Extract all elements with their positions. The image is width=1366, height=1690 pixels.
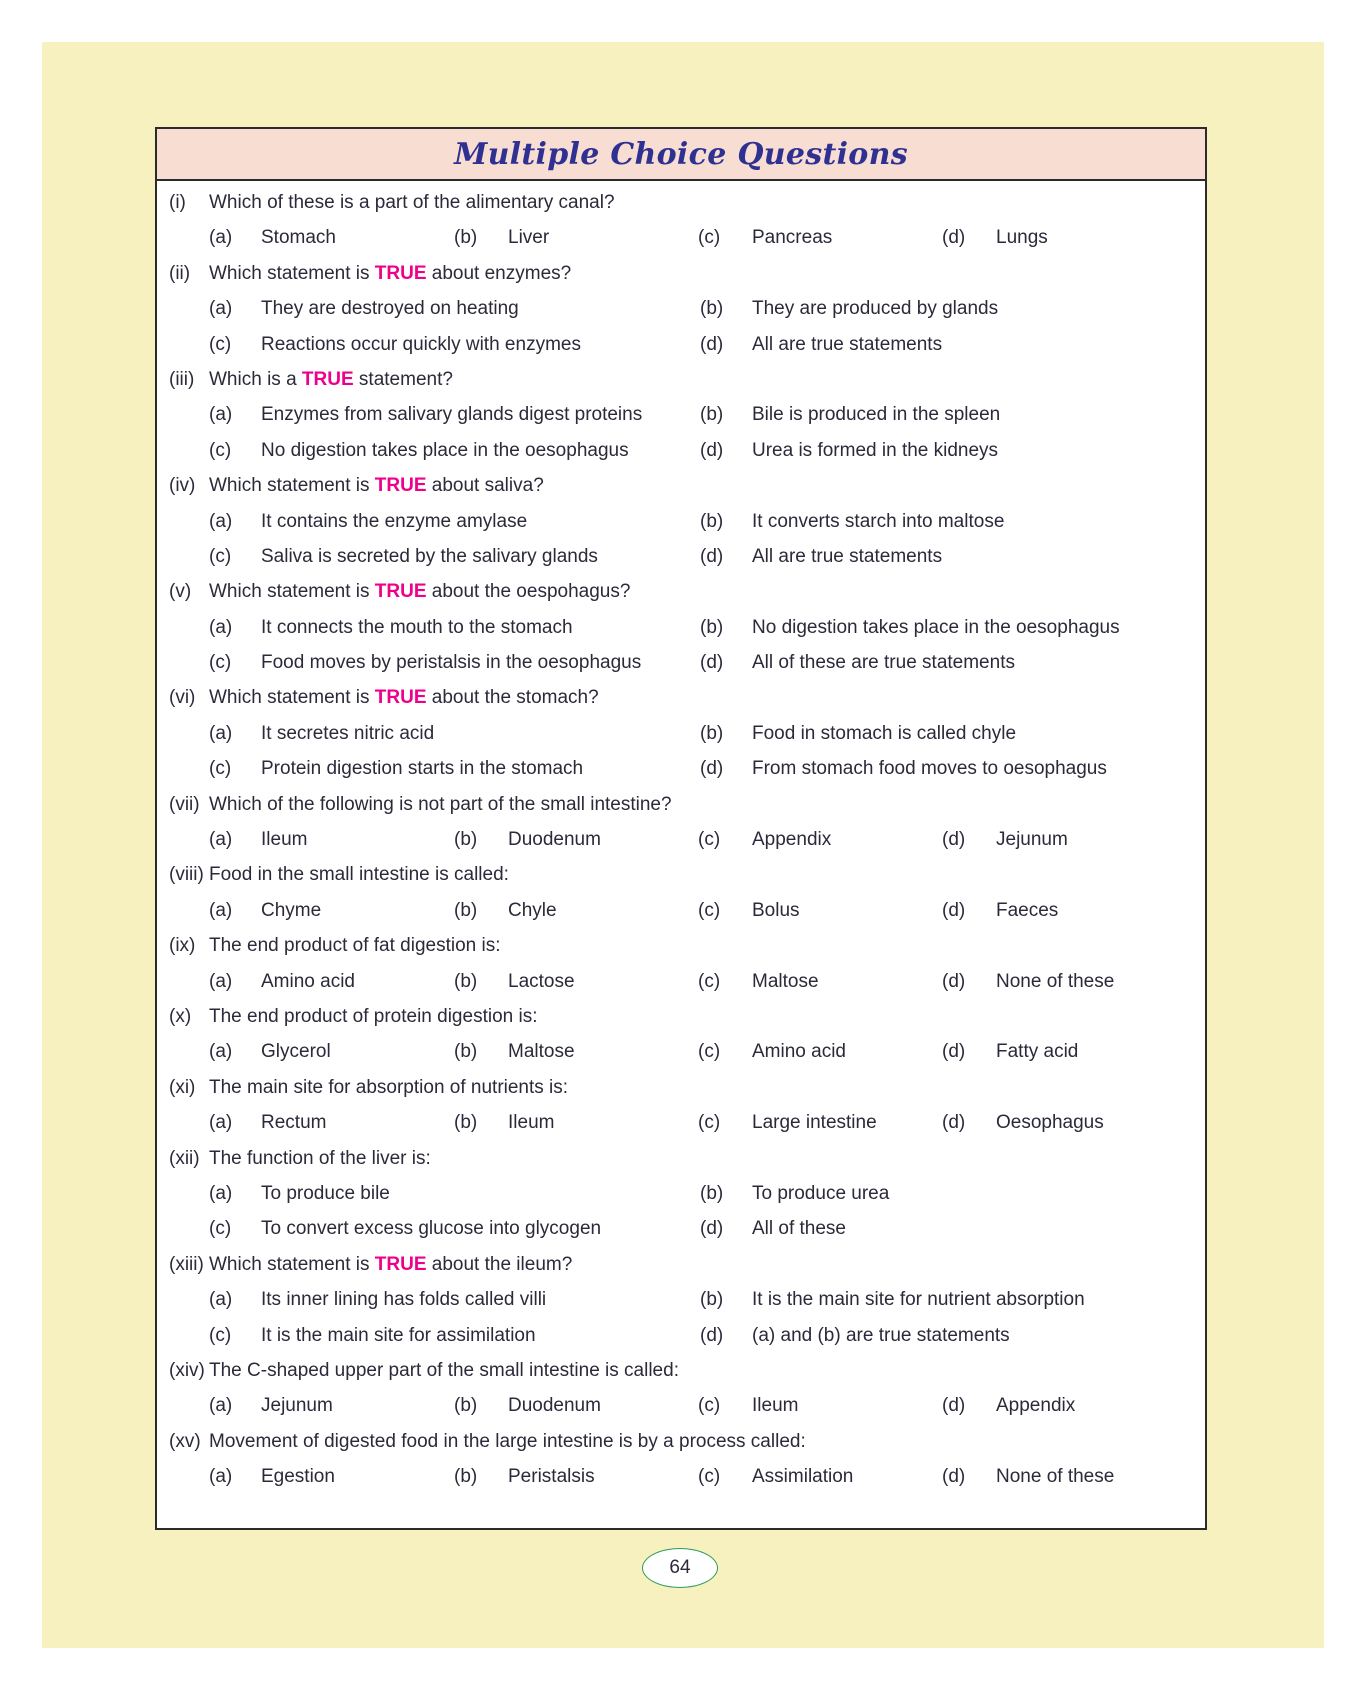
question-row bbox=[157, 185, 1205, 220]
question-text-part: Which statement is bbox=[209, 475, 375, 497]
question-text bbox=[209, 468, 544, 503]
option-letter: (c) bbox=[698, 1041, 721, 1063]
option-letter: (c) bbox=[209, 1218, 232, 1240]
option-text: Appendix bbox=[996, 1395, 1076, 1417]
question-number: (v) bbox=[169, 581, 192, 603]
option-letter: (b) bbox=[454, 227, 478, 249]
option-letter: (d) bbox=[942, 1466, 966, 1488]
question-row bbox=[157, 928, 1205, 963]
question-row bbox=[157, 1070, 1205, 1105]
option-letter: (a) bbox=[209, 970, 233, 992]
question-text-part: The C-shaped upper part of the small intestine is called: bbox=[209, 1359, 679, 1381]
option-letter: (c) bbox=[698, 829, 721, 851]
question-text-part: Movement of digested food in the large intestine is by a process called: bbox=[209, 1430, 806, 1452]
options-row bbox=[157, 751, 1205, 786]
options-row bbox=[157, 1176, 1205, 1211]
option-text: It connects the mouth to the stomach bbox=[261, 616, 573, 638]
option-text: None of these bbox=[996, 970, 1115, 992]
option-letter: (c) bbox=[209, 758, 232, 780]
question-row bbox=[157, 1141, 1205, 1176]
option-text: Fatty acid bbox=[996, 1041, 1079, 1063]
option-letter: (d) bbox=[942, 1395, 966, 1417]
question-text bbox=[209, 1141, 431, 1176]
option-text: It converts starch into maltose bbox=[752, 510, 1005, 532]
option-letter: (b) bbox=[454, 1112, 478, 1134]
option-letter: (b) bbox=[454, 970, 478, 992]
question-number: (vii) bbox=[169, 793, 200, 815]
option-text: Lactose bbox=[508, 970, 575, 992]
option-text: Urea is formed in the kidneys bbox=[752, 439, 999, 461]
options-row bbox=[157, 1105, 1205, 1140]
true-highlight: TRUE bbox=[301, 368, 354, 390]
option-text: Egestion bbox=[261, 1466, 335, 1488]
option-text: All of these are true statements bbox=[752, 652, 1015, 674]
option-letter: (b) bbox=[454, 1041, 478, 1063]
options-row bbox=[157, 327, 1205, 362]
page-title: Multiple Choice Questions bbox=[454, 136, 908, 172]
option-letter: (b) bbox=[700, 722, 724, 744]
question-text-part: Which is a bbox=[209, 368, 302, 390]
question-number: (iii) bbox=[169, 368, 195, 390]
question-text-part: Which statement is bbox=[209, 687, 375, 709]
question-number: (viii) bbox=[169, 864, 204, 886]
option-text: Bolus bbox=[752, 899, 800, 921]
option-letter: (d) bbox=[942, 970, 966, 992]
question-text bbox=[209, 256, 571, 291]
options-row bbox=[157, 1459, 1205, 1494]
mcq-header bbox=[157, 129, 1205, 181]
option-letter: (c) bbox=[698, 899, 721, 921]
question-text bbox=[209, 857, 509, 892]
option-text: None of these bbox=[996, 1466, 1115, 1488]
true-highlight: TRUE bbox=[374, 687, 427, 709]
option-letter: (c) bbox=[698, 1112, 721, 1134]
option-text: Saliva is secreted by the salivary glands bbox=[261, 545, 598, 567]
question-number: (i) bbox=[169, 192, 186, 213]
question-row bbox=[157, 1424, 1205, 1459]
option-letter: (a) bbox=[209, 829, 233, 851]
question-text-part: The function of the liver is: bbox=[209, 1147, 431, 1169]
options-row bbox=[157, 645, 1205, 680]
question-text bbox=[209, 1353, 679, 1388]
question-text-part: Which of the following is not part of the small intestine? bbox=[209, 793, 672, 815]
option-text: All are true statements bbox=[752, 545, 943, 567]
option-text: Liver bbox=[508, 227, 550, 249]
options-row bbox=[157, 716, 1205, 751]
option-text: (a) and (b) are true statements bbox=[752, 1324, 1010, 1346]
options-row bbox=[157, 504, 1205, 539]
option-text: From stomach food moves to oesophagus bbox=[752, 758, 1107, 780]
question-text-part: about the ileum? bbox=[426, 1253, 573, 1275]
option-text: To convert excess glucose into glycogen bbox=[261, 1218, 602, 1240]
option-text: Enzymes from salivary glands digest proteins bbox=[261, 404, 643, 426]
option-text: Ileum bbox=[752, 1395, 799, 1417]
option-letter: (c) bbox=[209, 333, 232, 355]
options-row bbox=[157, 397, 1205, 432]
option-letter: (a) bbox=[209, 1041, 233, 1063]
option-letter: (b) bbox=[700, 510, 724, 532]
option-letter: (b) bbox=[700, 298, 724, 320]
option-text: Rectum bbox=[261, 1112, 327, 1134]
option-letter: (b) bbox=[454, 899, 478, 921]
question-number: (xii) bbox=[169, 1147, 200, 1169]
option-text: Pancreas bbox=[752, 227, 833, 249]
question-text bbox=[209, 574, 630, 609]
option-letter: (d) bbox=[942, 829, 966, 851]
question-row bbox=[157, 787, 1205, 822]
question-text-part: The main site for absorption of nutrients is: bbox=[209, 1076, 569, 1098]
option-text: Food moves by peristalsis in the oesophagus bbox=[261, 652, 642, 674]
option-text: Bile is produced in the spleen bbox=[752, 404, 1001, 426]
options-row bbox=[157, 1388, 1205, 1423]
options-row bbox=[157, 291, 1205, 326]
question-row bbox=[157, 1353, 1205, 1388]
option-letter: (a) bbox=[209, 404, 233, 426]
option-text: To produce bile bbox=[261, 1182, 390, 1204]
question-text bbox=[209, 999, 537, 1034]
option-text: It secretes nitric acid bbox=[261, 722, 435, 744]
option-text: Chyme bbox=[261, 899, 322, 921]
options-row bbox=[157, 1318, 1205, 1353]
question-number: (xv) bbox=[169, 1430, 201, 1452]
option-text: Large intestine bbox=[752, 1112, 877, 1134]
option-letter: (b) bbox=[700, 1289, 724, 1311]
option-text: Maltose bbox=[508, 1041, 575, 1063]
option-letter: (a) bbox=[209, 1182, 233, 1204]
option-letter: (a) bbox=[209, 1289, 233, 1311]
option-text: Ileum bbox=[261, 829, 308, 851]
options-row bbox=[157, 433, 1205, 468]
question-text-part: about saliva? bbox=[426, 475, 544, 497]
option-letter: (a) bbox=[209, 1395, 233, 1417]
question-text-part: statement? bbox=[353, 368, 453, 390]
question-number: (x) bbox=[169, 1005, 192, 1027]
question-row bbox=[157, 999, 1205, 1034]
question-row bbox=[157, 574, 1205, 609]
question-number: (xiv) bbox=[169, 1359, 205, 1381]
option-letter: (a) bbox=[209, 1466, 233, 1488]
option-text: Chyle bbox=[508, 899, 557, 921]
option-letter: (a) bbox=[209, 616, 233, 638]
option-letter: (d) bbox=[942, 227, 966, 249]
question-row bbox=[157, 857, 1205, 892]
option-letter: (c) bbox=[698, 970, 721, 992]
option-text: Jejunum bbox=[996, 829, 1068, 851]
option-letter: (b) bbox=[700, 1182, 724, 1204]
option-text: All are true statements bbox=[752, 333, 943, 355]
question-row bbox=[157, 1247, 1205, 1282]
option-letter: (a) bbox=[209, 227, 233, 249]
question-text bbox=[209, 680, 599, 715]
option-text: Faeces bbox=[996, 899, 1059, 921]
question-text-part: about the stomach? bbox=[426, 687, 599, 709]
option-letter: (c) bbox=[209, 545, 232, 567]
option-letter: (d) bbox=[700, 758, 724, 780]
option-letter: (c) bbox=[698, 1466, 721, 1488]
options-row bbox=[157, 1282, 1205, 1317]
option-text: Amino acid bbox=[261, 970, 355, 992]
option-text: They are produced by glands bbox=[752, 298, 999, 320]
option-letter: (a) bbox=[209, 298, 233, 320]
option-text: To produce urea bbox=[752, 1182, 890, 1204]
option-letter: (d) bbox=[700, 333, 724, 355]
option-letter: (d) bbox=[700, 545, 724, 567]
options-row bbox=[157, 1034, 1205, 1069]
option-letter: (a) bbox=[209, 510, 233, 532]
option-letter: (d) bbox=[700, 1324, 724, 1346]
option-letter: (a) bbox=[209, 722, 233, 744]
question-row bbox=[157, 362, 1205, 397]
question-text-part: The end product of fat digestion is: bbox=[209, 935, 501, 957]
option-text: No digestion takes place in the oesophagus bbox=[261, 439, 629, 461]
option-letter: (b) bbox=[454, 1395, 478, 1417]
option-text: Stomach bbox=[261, 227, 336, 249]
option-text: Jejunum bbox=[261, 1395, 333, 1417]
option-letter: (d) bbox=[700, 439, 724, 461]
question-text bbox=[209, 1424, 806, 1459]
question-text-part: Which statement is bbox=[209, 1253, 375, 1275]
question-text bbox=[209, 928, 501, 963]
option-text: No digestion takes place in the oesophagus bbox=[752, 616, 1120, 638]
option-text: Amino acid bbox=[752, 1041, 846, 1063]
option-text: Assimilation bbox=[752, 1466, 854, 1488]
option-text: It contains the enzyme amylase bbox=[261, 510, 528, 532]
option-letter: (d) bbox=[942, 899, 966, 921]
true-highlight: TRUE bbox=[374, 1253, 427, 1275]
option-letter: (d) bbox=[942, 1041, 966, 1063]
option-text: Glycerol bbox=[261, 1041, 331, 1063]
options-row bbox=[157, 964, 1205, 999]
option-letter: (a) bbox=[209, 899, 233, 921]
options-row bbox=[157, 220, 1205, 255]
option-text: Oesophagus bbox=[996, 1112, 1104, 1134]
true-highlight: TRUE bbox=[374, 475, 427, 497]
option-text: Reactions occur quickly with enzymes bbox=[261, 333, 581, 355]
question-number: (vi) bbox=[169, 687, 196, 709]
option-letter: (c) bbox=[698, 1395, 721, 1417]
option-text: Its inner lining has folds called villi bbox=[261, 1289, 547, 1311]
true-highlight: TRUE bbox=[374, 262, 427, 284]
option-text: Ileum bbox=[508, 1112, 555, 1134]
question-text-part: Food in the small intestine is called: bbox=[209, 864, 509, 886]
question-list bbox=[157, 181, 1205, 1494]
option-letter: (a) bbox=[209, 1112, 233, 1134]
option-text: They are destroyed on heating bbox=[261, 298, 519, 320]
options-row bbox=[157, 822, 1205, 857]
option-text: Duodenum bbox=[508, 1395, 601, 1417]
options-row bbox=[157, 1211, 1205, 1246]
option-text: Duodenum bbox=[508, 829, 601, 851]
option-letter: (b) bbox=[700, 404, 724, 426]
option-text: It is the main site for assimilation bbox=[261, 1324, 536, 1346]
question-text-part: about enzymes? bbox=[426, 262, 572, 284]
question-row bbox=[157, 256, 1205, 291]
option-text: Maltose bbox=[752, 970, 819, 992]
question-text-part: Which statement is bbox=[209, 262, 375, 284]
option-letter: (b) bbox=[454, 1466, 478, 1488]
question-text bbox=[209, 185, 615, 220]
option-letter: (d) bbox=[700, 1218, 724, 1240]
question-number: (xi) bbox=[169, 1076, 196, 1098]
options-row bbox=[157, 893, 1205, 928]
option-letter: (c) bbox=[209, 439, 232, 461]
question-row bbox=[157, 468, 1205, 503]
option-text: Protein digestion starts in the stomach bbox=[261, 758, 584, 780]
option-text: Appendix bbox=[752, 829, 832, 851]
question-number: (ix) bbox=[169, 935, 196, 957]
question-number: (iv) bbox=[169, 475, 196, 497]
mcq-box bbox=[155, 127, 1207, 1530]
question-number: (ii) bbox=[169, 262, 191, 284]
option-letter: (c) bbox=[698, 227, 721, 249]
question-text bbox=[209, 1247, 572, 1282]
options-row bbox=[157, 539, 1205, 574]
question-text-part: about the oespohagus? bbox=[426, 581, 631, 603]
options-row bbox=[157, 610, 1205, 645]
option-text: All of these bbox=[752, 1218, 846, 1240]
option-letter: (d) bbox=[942, 1112, 966, 1134]
question-text bbox=[209, 362, 453, 397]
option-letter: (c) bbox=[209, 1324, 232, 1346]
question-text bbox=[209, 1070, 568, 1105]
option-text: Peristalsis bbox=[508, 1466, 595, 1488]
question-text bbox=[209, 787, 672, 822]
question-text-part: Which statement is bbox=[209, 581, 375, 603]
option-text: It is the main site for nutrient absorption bbox=[752, 1289, 1085, 1311]
page-number: 64 bbox=[642, 1548, 718, 1588]
option-letter: (d) bbox=[700, 652, 724, 674]
question-text-part: The end product of protein digestion is: bbox=[209, 1005, 538, 1027]
true-highlight: TRUE bbox=[374, 581, 427, 603]
option-text: Lungs bbox=[996, 227, 1048, 249]
option-letter: (b) bbox=[700, 616, 724, 638]
option-text: Food in stomach is called chyle bbox=[752, 722, 1017, 744]
question-row bbox=[157, 680, 1205, 715]
option-letter: (c) bbox=[209, 652, 232, 674]
question-number: (xiii) bbox=[169, 1253, 204, 1275]
question-text-part: Which of these is a part of the alimentary canal? bbox=[209, 192, 615, 213]
option-letter: (b) bbox=[454, 829, 478, 851]
